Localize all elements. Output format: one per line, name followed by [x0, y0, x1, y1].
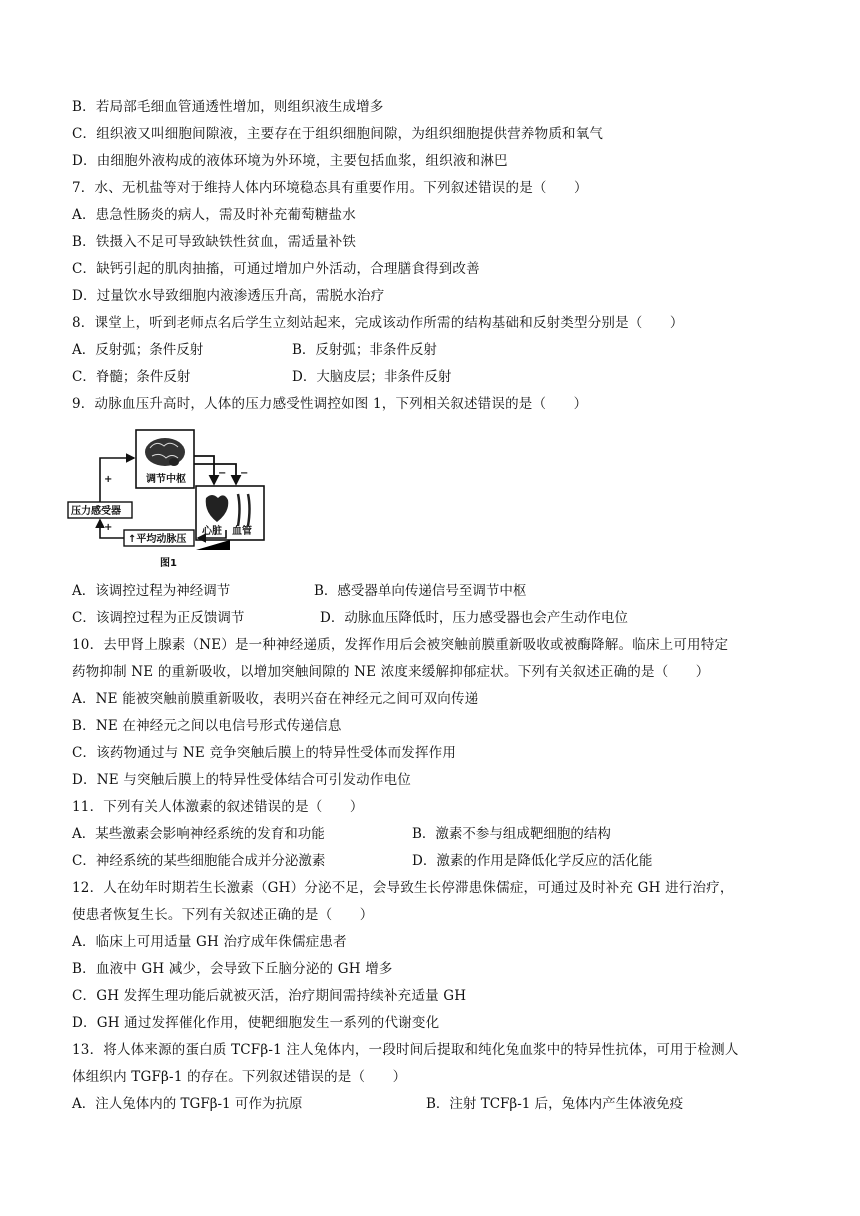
q10-option-d: D．NE 与突触后膜上的特异性受体结合可引发动作电位 [72, 772, 411, 788]
q6-option-d: D．由细胞外液构成的液体环境为外环境，主要包括血浆，组织液和淋巴 [72, 153, 508, 169]
q13-option-b: B．注射 TCFβ-1 后，兔体内产生体液免疫 [426, 1096, 684, 1112]
q11-option-a: A．某些激素会影响神经系统的发育和功能 [72, 826, 325, 842]
q7-option-d: D．过量饮水导致细胞内液渗透压升高，需脱水治疗 [72, 288, 385, 304]
q11-stem: 11．下列有关人体激素的叙述错误的是（ ） [72, 799, 364, 815]
plus-sign-1: + [104, 522, 113, 533]
pressure-label: ↑平均动脉压 [128, 534, 187, 545]
q13-stem-2: 体组织内 TGFβ-1 的存在。下列叙述错误的是（ ） [72, 1069, 407, 1085]
q12-option-c: C．GH 发挥生理功能后就被灭活，治疗期间需持续补充适量 GH [72, 988, 467, 1004]
minus-sign-2: − [240, 468, 249, 479]
q7-option-b: B．铁摄入不足可导致缺铁性贫血，需适量补铁 [72, 234, 357, 250]
q7-stem: 7．水、无机盐等对于维持人体内环境稳态具有重要作用。下列叙述错误的是（ ） [72, 180, 588, 196]
q11-option-d: D．激素的作用是降低化学反应的活化能 [412, 853, 653, 869]
q11-option-c: C．神经系统的某些细胞能合成并分泌激素 [72, 853, 326, 869]
heart-label: 心脏 [202, 526, 222, 537]
q13-option-a: A．注人兔体内的 TGFβ-1 可作为抗原 [72, 1096, 303, 1112]
q8-option-b: B．反射弧；非条件反射 [292, 342, 437, 358]
sensor-label: 压力感受器 [71, 506, 121, 517]
q6-option-b: B．若局部毛细血管通透性增加，则组织液生成增多 [72, 99, 384, 115]
q10-option-c: C．该药物通过与 NE 竞争突触后膜上的特异性受体而发挥作用 [72, 745, 457, 761]
figure-caption: 图1 [160, 558, 177, 569]
q9-option-a: A．该调控过程为神经调节 [72, 583, 231, 599]
figure-1-diagram [66, 426, 274, 574]
q8-stem: 8．课堂上，听到老师点名后学生立刻站起来，完成该动作所需的结构基础和反射类型分别是（ ） [72, 315, 684, 331]
q10-option-b: B．NE 在神经元之间以电信号形式传递信息 [72, 718, 342, 734]
q7-option-a: A．患急性肠炎的病人，需及时补充葡萄糖盐水 [72, 207, 356, 223]
q8-option-c: C．脊髓；条件反射 [72, 369, 191, 385]
minus-sign-1: − [218, 468, 227, 479]
q12-stem-2: 使患者恢复生长。下列有关叙述正确的是（ ） [72, 907, 374, 923]
q10-stem-1: 10．去甲肾上腺素（NE）是一种神经递质，发挥作用后会被突触前膜重新吸收或被酶降解。临床上可用特定 [72, 637, 729, 653]
q11-option-b: B．激素不参与组成靶细胞的结构 [412, 826, 611, 842]
plus-sign-2: + [104, 474, 113, 485]
q9-stem: 9．动脉血压升高时，人体的压力感受性调控如图 1，下列相关叙述错误的是（ ） [72, 396, 588, 412]
q12-option-b: B．血液中 GH 减少，会导致下丘脑分泌的 GH 增多 [72, 961, 393, 977]
q10-option-a: A．NE 能被突触前膜重新吸收，表明兴奋在神经元之间可双向传递 [72, 691, 479, 707]
brain-icon [145, 438, 185, 466]
q7-option-c: C．缺钙引起的肌肉抽搐，可通过增加户外活动，合理膳食得到改善 [72, 261, 480, 277]
q8-option-d: D．大脑皮层；非条件反射 [292, 369, 452, 385]
q13-stem-1: 13．将人体来源的蛋白质 TCFβ-1 注人兔体内，一段时间后提取和纯化兔血浆中的特异性抗体，可用于检测人 [72, 1042, 739, 1058]
q12-stem-1: 12．人在幼年时期若生长激素（GH）分泌不足，会导致生长停滞患侏儒症，可通过及时补充 GH 进行治疗， [72, 880, 734, 896]
q9-option-b: B．感受器单向传递信号至调节中枢 [314, 583, 527, 599]
q6-option-c: C．组织液又叫细胞间隙液，主要存在于组织细胞间隙，为组织细胞提供营养物质和氧气 [72, 126, 604, 142]
q9-option-c: C．该调控过程为正反馈调节 [72, 610, 245, 626]
q12-option-a: A．临床上可用适量 GH 治疗成年侏儒症患者 [72, 934, 347, 950]
vessel-label: 血管 [232, 526, 252, 537]
q10-stem-2: 药物抑制 NE 的重新吸收，以增加突触间隙的 NE 浓度来缓解抑郁症状。下列有关叙述正确的是（ ） [72, 664, 710, 680]
q8-option-a: A．反射弧；条件反射 [72, 342, 204, 358]
q12-option-d: D．GH 通过发挥催化作用，使靶细胞发生一系列的代谢变化 [72, 1015, 440, 1031]
q9-option-d: D．动脉血压降低时，压力感受器也会产生动作电位 [320, 610, 628, 626]
center-label: 调节中枢 [146, 474, 186, 485]
